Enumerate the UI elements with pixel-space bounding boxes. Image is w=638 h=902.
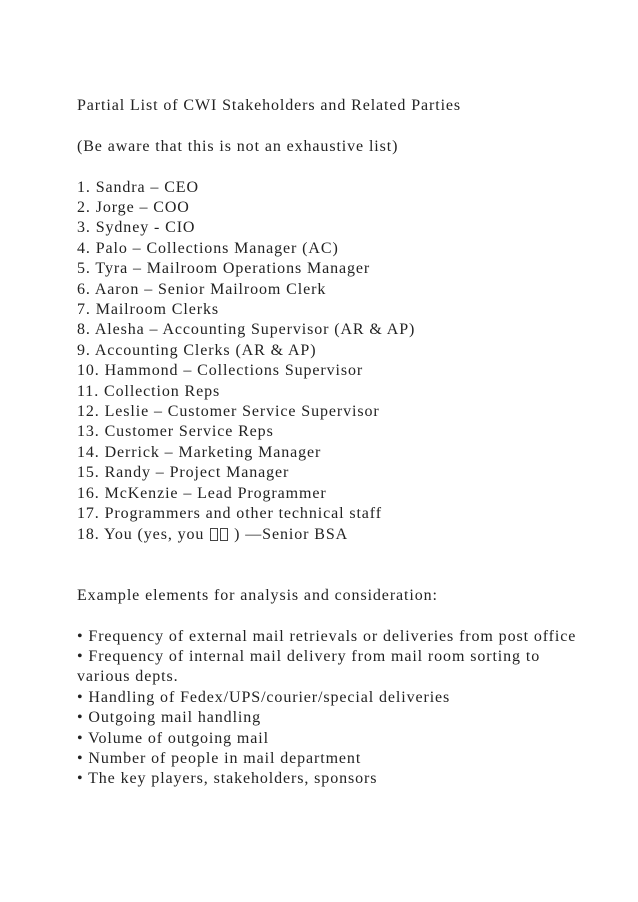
- element-item: • Volume of outgoing mail: [77, 729, 269, 747]
- stakeholder-item: 7. Mailroom Clerks: [77, 301, 219, 319]
- element-item: • Frequency of internal mail delivery from mail room sorting to various depts.: [77, 647, 541, 686]
- stakeholder-item: 2. Jorge – COO: [77, 199, 190, 216]
- missing-glyph-icon: [210, 528, 218, 541]
- document-page: [77, 96, 597, 790]
- element-item: • Outgoing mail handling: [77, 709, 262, 727]
- last-item-prefix: 18. You (yes, you: [77, 525, 205, 543]
- stakeholder-item-last: [77, 525, 597, 545]
- stakeholder-item: 8. Alesha – Accounting Supervisor (AR & AP): [77, 321, 416, 339]
- element-item: • Handling of Fedex/UPS/courier/special deliveries: [77, 688, 451, 706]
- stakeholder-item: 11. Collection Reps: [77, 382, 221, 400]
- element-item: • Number of people in mail department: [77, 749, 362, 767]
- stakeholder-item: 6. Aaron – Senior Mailroom Clerk: [77, 280, 327, 298]
- stakeholder-item: 1. Sandra – CEO: [77, 178, 199, 196]
- element-list: [77, 627, 597, 790]
- stakeholder-item: 4. Palo – Collections Manager (AC): [77, 239, 339, 257]
- section-heading: Example elements for analysis and consideration:: [77, 586, 438, 604]
- spacer: [77, 116, 597, 136]
- stakeholder-item: 5. Tyra – Mailroom Operations Manager: [77, 260, 371, 278]
- stakeholder-item: 16. McKenzie – Lead Programmer: [77, 484, 327, 502]
- spacer: [77, 606, 597, 626]
- stakeholder-item: 10. Hammond – Collections Supervisor: [77, 362, 364, 380]
- spacer: [77, 545, 597, 586]
- stakeholder-item: 15. Randy – Project Manager: [77, 464, 290, 482]
- element-item: • Frequency of external mail retrievals or deliveries from post office: [77, 627, 577, 645]
- stakeholder-item: 14. Derrick – Marketing Manager: [77, 443, 322, 461]
- document-note: (Be aware that this is not an exhaustive list): [77, 137, 399, 155]
- document-title: Partial List of CWI Stakeholders and Related Parties: [77, 97, 462, 114]
- spacer: [77, 157, 597, 177]
- stakeholder-item: 3. Sydney - CIO: [77, 219, 196, 237]
- stakeholder-item: 13. Customer Service Reps: [77, 423, 274, 441]
- stakeholder-item: 17. Programmers and other technical staff: [77, 505, 382, 523]
- element-item: • The key players, stakeholders, sponsors: [77, 770, 378, 788]
- last-item-suffix: ) —Senior BSA: [234, 525, 349, 543]
- stakeholder-item: 9. Accounting Clerks (AR & AP): [77, 341, 317, 359]
- stakeholder-item: 12. Leslie – Customer Service Supervisor: [77, 403, 380, 421]
- stakeholder-list: [77, 178, 597, 545]
- missing-glyph-icon: [220, 528, 228, 541]
